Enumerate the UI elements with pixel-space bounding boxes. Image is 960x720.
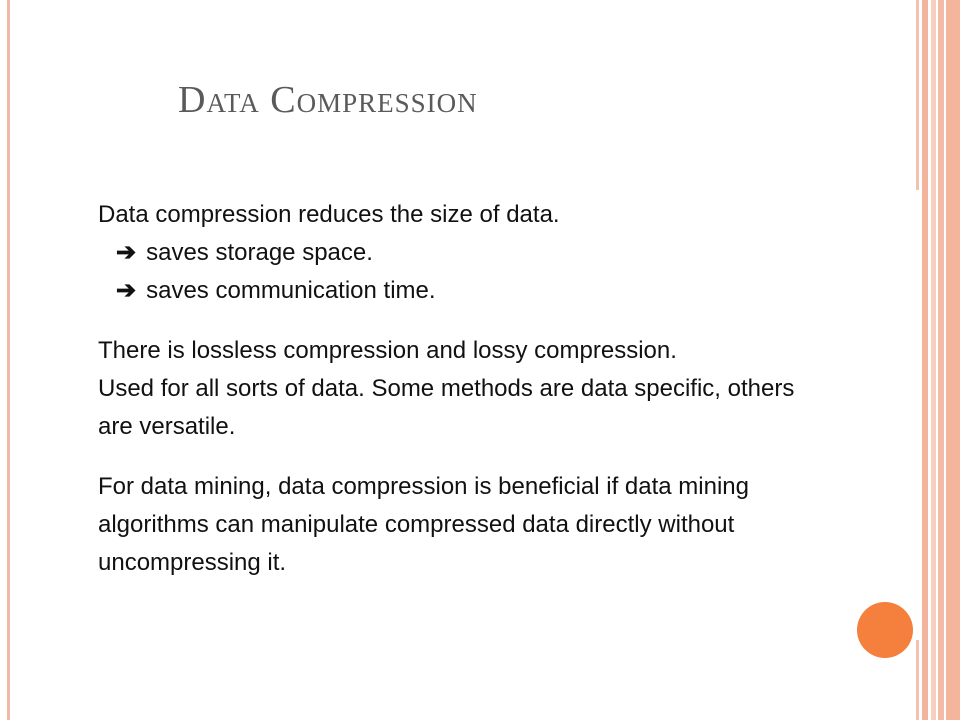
arrow-right-icon: ➔ [116,277,137,304]
intro-line: Data compression reduces the size of data. [98,201,560,228]
paragraph-line: Used for all sorts of data. Some methods are data specific, others [98,375,795,402]
slide-title: Data Compression [178,79,478,121]
benefit-text: saves communication time. [146,277,436,304]
paragraph-line: There is lossless compression and lossy compression. [98,337,677,364]
slide-body [98,196,908,582]
benefit-item [98,272,908,310]
paragraph-line: For data mining, data compression is beneficial if data mining [98,473,749,500]
right-decor-stripe [938,0,944,720]
spacer [98,310,908,332]
paragraph-line: are versatile. [98,413,236,440]
left-border-line [7,0,10,720]
benefit-text: saves storage space. [146,239,373,266]
paragraph-line: algorithms can manipulate compressed data directly without [98,511,735,538]
arrow-right-icon: ➔ [116,239,137,266]
right-decor-stripe [922,0,928,720]
spacer [98,446,908,468]
benefit-item [98,234,908,272]
paragraph-line: uncompressing it. [98,549,287,576]
orange-circle-decoration [857,602,913,658]
right-decor-stripe [946,0,960,720]
right-decor-stripe [931,0,936,720]
